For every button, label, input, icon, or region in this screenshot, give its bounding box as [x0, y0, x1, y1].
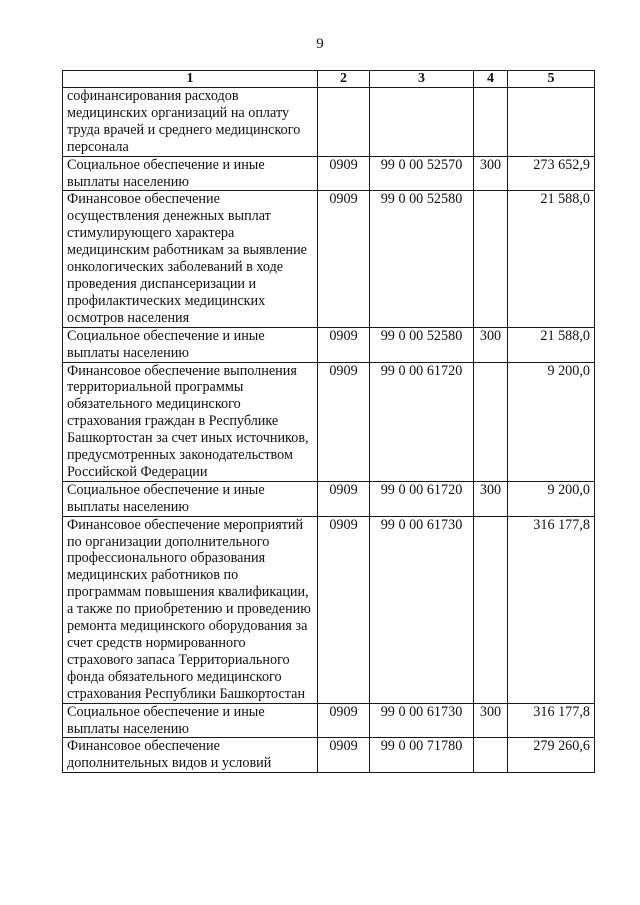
section-code: 0909 [318, 362, 370, 481]
target-article-code: 99 0 00 61720 [370, 362, 474, 481]
item-name: Социальное обеспечение и иные выплаты населению [63, 481, 318, 516]
header-col-2: 2 [318, 71, 370, 88]
section-code: 0909 [318, 738, 370, 773]
amount: 9 200,0 [508, 362, 595, 481]
amount: 316 177,8 [508, 703, 595, 738]
page-number: 9 [316, 36, 324, 52]
target-article-code: 99 0 00 52570 [370, 156, 474, 191]
section-code: 0909 [318, 481, 370, 516]
section-code: 0909 [318, 327, 370, 362]
section-code: 0909 [318, 156, 370, 191]
section-code [318, 88, 370, 157]
item-name: Социальное обеспечение и иные выплаты населению [63, 156, 318, 191]
expense-type-code [474, 88, 508, 157]
target-article-code: 99 0 00 61730 [370, 516, 474, 703]
header-row [63, 71, 595, 88]
header-col-1: 1 [63, 71, 318, 88]
table-row [63, 156, 595, 191]
expense-type-code: 300 [474, 481, 508, 516]
budget-table [62, 70, 595, 773]
item-name: Финансовое обеспечение осуществления денежных выплат стимулирующего характера медицинским работникам за выявление онкологических заболеваний в ходе проведения диспансеризации и профилактических медицинских осмотров населения [63, 191, 318, 327]
table-row [63, 362, 595, 481]
item-name: Финансовое обеспечение дополнительных видов и условий [63, 738, 318, 773]
table-row [63, 88, 595, 157]
amount: 21 588,0 [508, 191, 595, 327]
table-row [63, 703, 595, 738]
item-name: софинансирования расходов медицинских организаций на оплату труда врачей и среднего медицинского персонала [63, 88, 318, 157]
amount [508, 88, 595, 157]
table-row [63, 738, 595, 773]
item-name: Социальное обеспечение и иные выплаты населению [63, 327, 318, 362]
amount: 273 652,9 [508, 156, 595, 191]
amount: 9 200,0 [508, 481, 595, 516]
header-col-5: 5 [508, 71, 595, 88]
expense-type-code [474, 362, 508, 481]
target-article-code: 99 0 00 52580 [370, 191, 474, 327]
table-row [63, 191, 595, 327]
amount: 316 177,8 [508, 516, 595, 703]
item-name: Финансовое обеспечение мероприятий по организации дополнительного профессионального образования медицинских работников по программам повышения квалификации, а также по приобретению и проведению ремонта медицинского оборудования за счет средств нормированного страхового запаса Территориального фонда обязательного медицинского страхования Республики Башкортостан [63, 516, 318, 703]
target-article-code: 99 0 00 52580 [370, 327, 474, 362]
target-article-code: 99 0 00 61720 [370, 481, 474, 516]
section-code: 0909 [318, 191, 370, 327]
table-row [63, 327, 595, 362]
expense-type-code: 300 [474, 703, 508, 738]
amount: 21 588,0 [508, 327, 595, 362]
target-article-code: 99 0 00 61730 [370, 703, 474, 738]
item-name: Социальное обеспечение и иные выплаты населению [63, 703, 318, 738]
amount: 279 260,6 [508, 738, 595, 773]
item-name: Финансовое обеспечение выполнения территориальной программы обязательного медицинского страхования граждан в Республике Башкортостан за счет иных источников, предусмотренных законодательством Российской Федерации [63, 362, 318, 481]
expense-type-code [474, 191, 508, 327]
expense-type-code [474, 516, 508, 703]
expense-type-code [474, 738, 508, 773]
table-row [63, 516, 595, 703]
target-article-code: 99 0 00 71780 [370, 738, 474, 773]
section-code: 0909 [318, 703, 370, 738]
target-article-code [370, 88, 474, 157]
table-row [63, 481, 595, 516]
expense-type-code: 300 [474, 327, 508, 362]
section-code: 0909 [318, 516, 370, 703]
expense-type-code: 300 [474, 156, 508, 191]
header-col-3: 3 [370, 71, 474, 88]
header-col-4: 4 [474, 71, 508, 88]
